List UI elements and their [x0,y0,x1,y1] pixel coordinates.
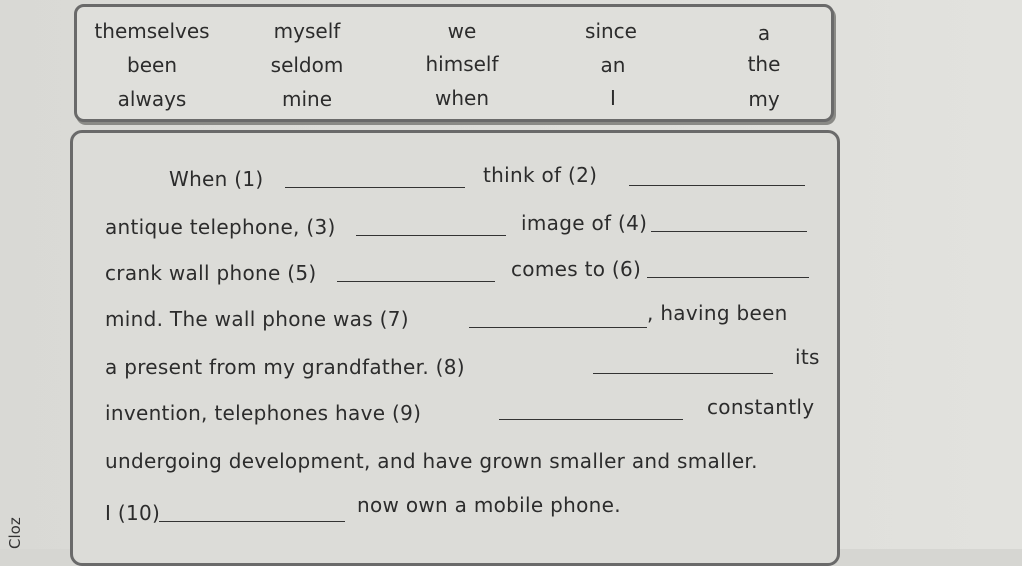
passage-text: invention, telephones have (9) [105,401,422,425]
word-bank-item: an [600,53,626,77]
blank-4[interactable] [651,231,807,232]
word-bank-box [74,4,834,122]
word-bank-item: since [585,19,637,43]
passage-text: When (1) [169,167,264,191]
word-bank-item: himself [425,52,499,76]
passage-text: crank wall phone (5) [105,261,317,285]
word-bank-item: we [447,19,477,43]
passage-text: constantly [707,395,815,419]
word-bank-item: myself [273,19,341,43]
word-bank-item: when [434,86,490,110]
word-bank-item: always [117,87,187,111]
passage-text: now own a mobile phone. [357,493,621,517]
passage-text: image of (4) [521,211,648,235]
passage-text: undergoing development, and have grown smaller and smaller. [105,449,758,473]
passage-text: , having been [647,301,788,325]
passage-text: its [795,345,820,369]
blank-2[interactable] [629,185,805,186]
side-tab-label: Cloz [6,517,24,549]
blank-10[interactable] [159,521,345,522]
passage-text: a present from my grandfather. (8) [105,355,465,379]
blank-1[interactable] [285,187,465,188]
blank-9[interactable] [499,419,683,420]
blank-5[interactable] [337,281,495,282]
word-bank-item: the [747,52,781,76]
passage-text: antique telephone, (3) [105,215,336,239]
word-bank-item: been [127,53,177,77]
passage-box [70,130,840,566]
passage-text: I (10) [105,501,161,525]
blank-7[interactable] [469,327,647,328]
word-bank-item: I [610,86,616,110]
passage-text: mind. The wall phone was (7) [105,307,409,331]
word-bank-item: themselves [94,19,210,43]
passage-text: comes to (6) [511,257,642,281]
word-bank-item: my [748,87,780,111]
blank-6[interactable] [647,277,809,278]
word-bank-item: a [757,21,771,45]
blank-3[interactable] [356,235,506,236]
word-bank-item: seldom [270,53,344,77]
word-bank-item: mine [281,87,333,111]
passage-text: think of (2) [483,163,598,187]
blank-8[interactable] [593,373,773,374]
